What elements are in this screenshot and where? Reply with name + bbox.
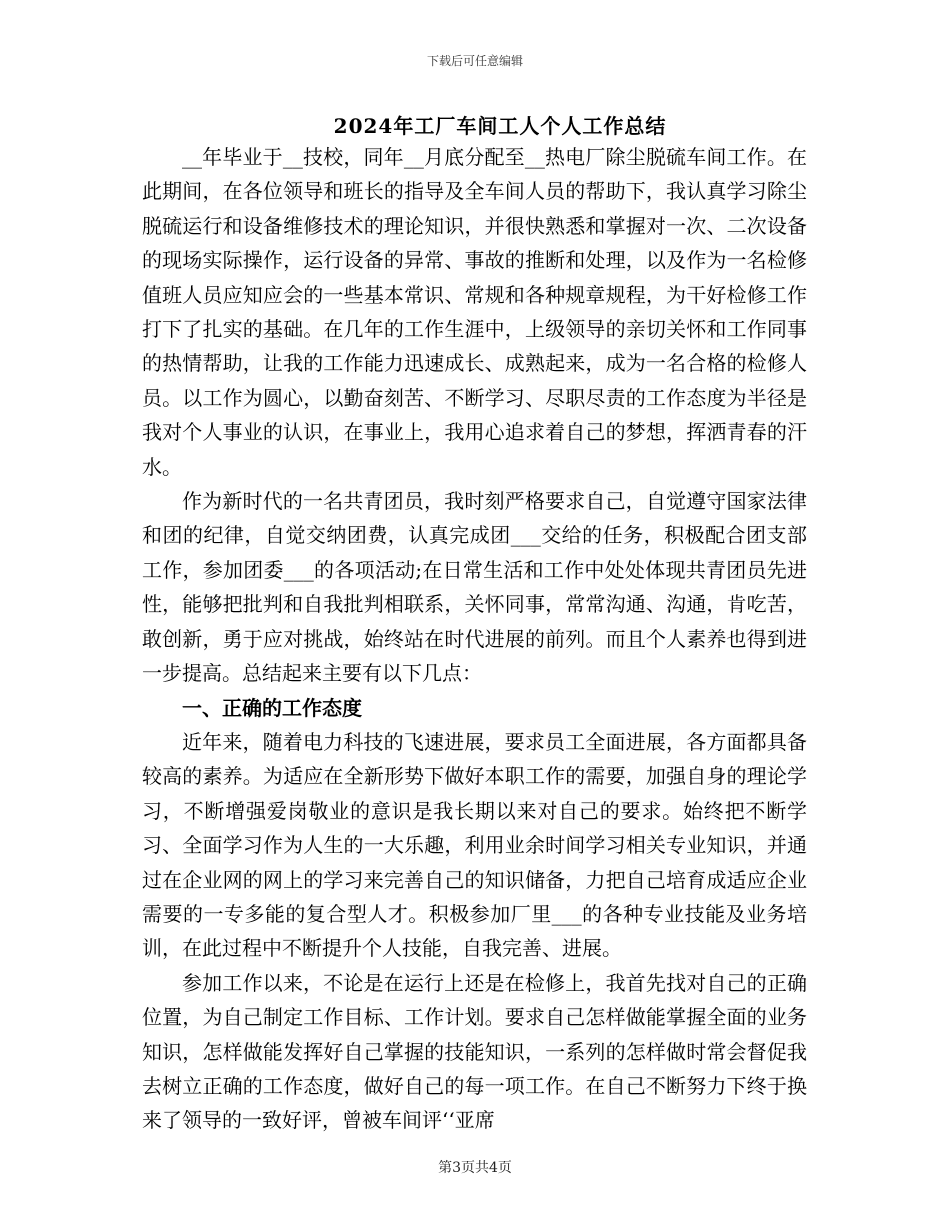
header-note: 下载后可任意编辑 (426, 54, 523, 68)
body-paragraph: 参加工作以来，不论是在运行上还是在检修上，我首先找对自己的正确位置，为自己制定工作目标、工作计划。要求自己怎样做能掌握全面的业务知识，怎样做能发挥好自己掌握的技能知识，一系列的怎样做时常会督促我去树立正确的工作态度，做好自己的每一项工作。在自己不断努力下终于换来了领导的一致好评，曾被车间评‘‘亚席 (142, 970, 807, 1133)
document-title: 2024年工厂车间工人个人工作总结 (333, 114, 667, 138)
body-paragraph: __年毕业于__技校，同年__月底分配至__热电厂除尘脱硫车间工作。在此期间，在各位领导和班长的指导及全车间人员的帮助下，我认真学习除尘脱硫运行和设备维修技术的理论知识，并很快熟悉和掌握对一次、二次设备的现场实际操作，运行设备的异常、事故的推断和处理，以及作为一名检修值班人员应知应会的一些基本常识、常规和各种规章规程，为干好检修工作打下了扎实的基础。在几年的工作生涯中，上级领导的亲切关怀和工作同事的热情帮助，让我的工作能力迅速成长、成熟起来，成为一名合格的检修人员。以工作为圆心，以勤奋刻苦、不断学习、尽职尽责的工作态度为半径是我对个人事业的认识，在事业上，我用心追求着自己的梦想，挥洒青春的汗水。 (142, 145, 807, 479)
document-body (142, 140, 807, 1138)
page-indicator: 第3页共4页 (438, 1160, 512, 1176)
body-paragraph: 作为新时代的一名共青团员，我时刻严格要求自己，自觉遵守国家法律和团的纪律，自觉交纳团费，认真完成团___交给的任务，积极配合团支部工作，参加团委___的各项活动;在日常生活和工作中处处体现共青团员先进性，能够把批判和自我批判相联系，关怀同事，常常沟通、沟通，肯吃苦，敢创新，勇于应对挑战，始终站在时代进展的前列。而且个人素养也得到进一步提高。总结起来主要有以下几点： (142, 489, 807, 686)
section-heading: 一、正确的工作态度 (182, 695, 362, 720)
body-paragraph: 近年来，随着电力科技的飞速进展，要求员工全面进展，各方面都具备较高的素养。为适应在全新形势下做好本职工作的需要，加强自身的理论学习，不断增强爱岗敬业的意识是我长期以来对自己的要求。始终把不断学习、全面学习作为人生的一大乐趣，利用业余时间学习相关专业知识，并通过在企业网的网上的学习来完善自己的知识储备，力把自己培育成适应企业需要的一专多能的复合型人才。积极参加厂里___的各种专业技能及业务培训，在此过程中不断提升个人技能，自我完善、进展。 (142, 729, 807, 961)
